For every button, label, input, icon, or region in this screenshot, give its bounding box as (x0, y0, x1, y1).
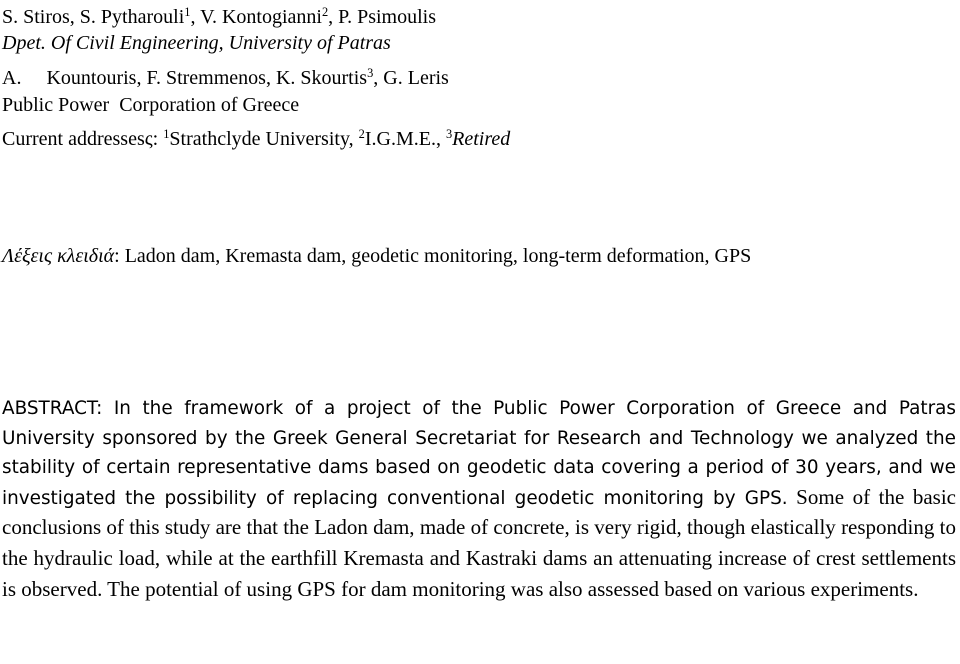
address-mark-1: 1 (163, 127, 170, 142)
authors-line-1 (2, 7, 436, 27)
author-names-c: , P. Psimoulis (328, 6, 436, 28)
affiliation-mark-2: 2 (321, 5, 329, 20)
abstract-text-serif: Some of the basic conclusions of this study are that the Ladon dam, made of concrete, is very rigid, though elastically responding to the hydraulic load, while at the earthfill Kremasta and Kastraki dams an attenuating increase of crest settlements is observed. The potential of using GPS for dam monitoring was also assessed based on various experiments. (2, 484, 956, 601)
abstract-paragraph (2, 394, 956, 605)
affiliation-mark-3: 3 (367, 66, 374, 81)
authors-line-2 (2, 68, 449, 88)
address-mark-2: 2 (358, 127, 365, 142)
address-1: Strathclyde University, (169, 128, 359, 150)
affiliation-ppc: Public Power Corporation of Greece (2, 94, 300, 116)
address-3: Retired (452, 128, 511, 150)
current-addresses-label: Current addressesς: (2, 128, 164, 150)
address-mark-3: 3 (445, 127, 453, 142)
current-addresses (2, 129, 510, 149)
affiliation-mark-1: 1 (184, 5, 191, 20)
author-names-a: S. Stiros, S. Pytharouli (2, 6, 185, 28)
affiliation-patras: Dpet. Of Civil Engineering, University of Patras (2, 32, 391, 54)
abstract-text-sans: ABSTRACT: In the framework of a project of the Public Power Corporation of Greece and Patras University sponsored by the Greek General Secretariat for Research and Technology we analyzed the stability of certain representative dams based on geodetic data covering a period of 30 years, and we investigated the possibility of replacing conventional geodetic monitoring by GPS. (2, 398, 956, 509)
keywords-text: : Ladon dam, Kremasta dam, geodetic monitoring, long-term deformation, GPS (114, 245, 752, 267)
keywords (2, 246, 751, 266)
author-names-d: A. Kountouris, F. Stremmenos, K. Skourtis (2, 67, 368, 89)
address-2: I.G.M.E., (364, 128, 446, 150)
author-names-e: , G. Leris (373, 67, 449, 89)
keywords-label: Λέξεις κλειδιά (2, 245, 115, 267)
author-names-b: , V. Kontogianni (190, 6, 322, 28)
